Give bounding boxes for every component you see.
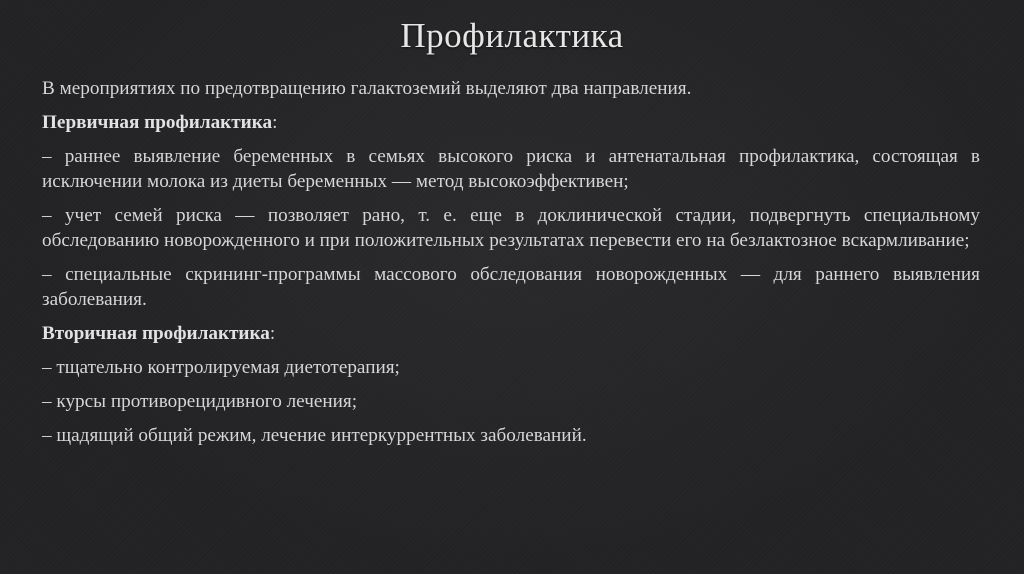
intro-paragraph: В мероприятиях по предотвращению галактоземий выделяют два направления. <box>42 78 692 99</box>
secondary-item-3: – щадящий общий режим, лечение интеркуррентных заболеваний. <box>42 425 587 446</box>
secondary-item-2: – курсы противорецидивного лечения; <box>42 391 358 412</box>
primary-item-2: – учет семей риска — позволяет рано, т. е. еще в доклинической стадии, подвергнуть специальному обследованию новорожденного и при положительных результатах перевести его на безлактозное вскармливание; <box>42 205 980 251</box>
slide-content <box>42 76 980 457</box>
primary-item-3: – специальные скрининг-программы массового обследования новорожденных — для раннего выявления заболевания. <box>42 264 980 310</box>
secondary-heading-paragraph <box>42 321 980 346</box>
primary-prevention-heading: Первичная профилактика <box>42 112 273 133</box>
slide-title: Профилактика <box>400 16 624 55</box>
primary-heading-colon: : <box>272 112 278 133</box>
primary-heading-paragraph <box>42 110 980 135</box>
secondary-item-1: – тщательно контролируемая диетотерапия; <box>42 357 400 378</box>
primary-item-1: – раннее выявление беременных в семьях высокого риска и антенатальная профилактика, состоящая в исключении молока из диеты беременных — метод высокоэффективен; <box>42 146 980 192</box>
secondary-heading-colon: : <box>269 323 276 344</box>
secondary-prevention-heading: Вторичная профилактика <box>42 323 270 344</box>
